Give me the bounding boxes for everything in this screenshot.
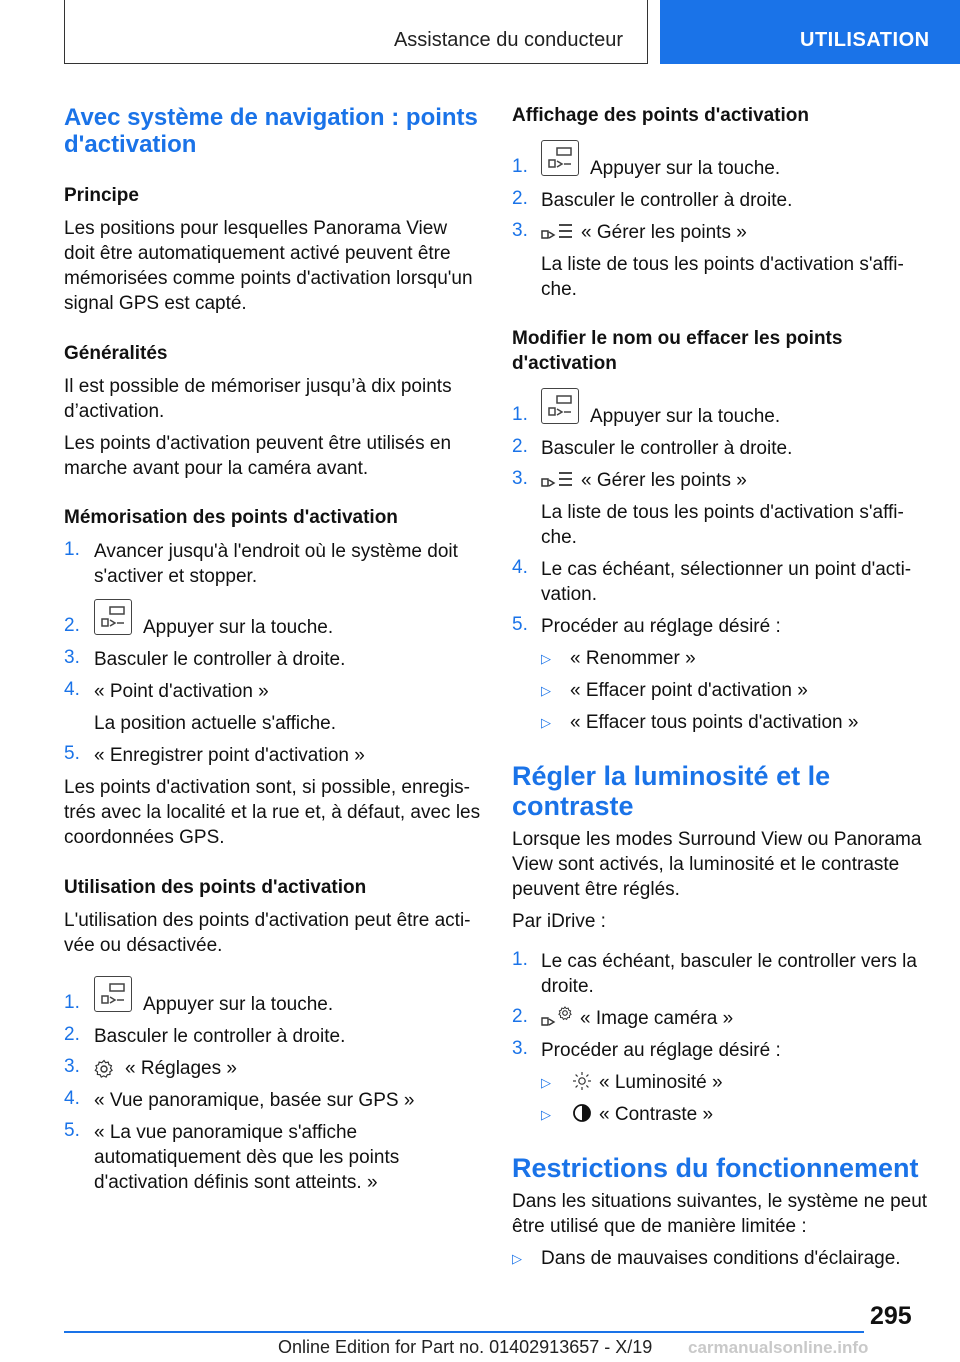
mod-step3-number: 3. [512, 468, 528, 489]
camera-button-icon [94, 599, 132, 635]
principe-line3: mémorisées comme points d'activation lorsqu'un [64, 268, 473, 289]
memo-step4-number: 4. [64, 679, 80, 700]
lum-p-line1: Lorsque les modes Surround View ou Panorama [512, 829, 922, 850]
memo-step5-text: « Enregistrer point d'activation » [94, 745, 365, 766]
mod-step3-sub-line1: La liste de tous les points d'activation s'affi‐ [541, 502, 904, 523]
util-step5-number: 5. [64, 1120, 80, 1141]
memo-step2-text: Appuyer sur la touche. [143, 617, 334, 638]
page-number: 295 [870, 1302, 912, 1330]
util-step5-line1: « La vue panoramique s'affiche [94, 1122, 358, 1143]
mod-step5-number: 5. [512, 614, 528, 635]
memo-step2-number: 2. [64, 615, 80, 636]
memo-step5-number: 5. [64, 743, 80, 764]
camera-button-icon [94, 976, 132, 1012]
mod-step3-text: « Gérer les points » [581, 470, 747, 491]
principe-heading: Principe [64, 185, 139, 206]
edition-text: Online Edition for Part no. 01402913657 - X/19 [278, 1337, 653, 1357]
lum-p-line2: View sont activés, la luminosité et le contraste [512, 854, 900, 875]
util-step2-number: 2. [64, 1024, 80, 1045]
memo-heading: Mémorisation des points d'activation [64, 507, 398, 528]
memo-step1-number: 1. [64, 539, 80, 560]
aff-heading: Affichage des points d'activation [512, 105, 809, 126]
manage-points-icon [541, 222, 573, 242]
util-step2-text: Basculer le controller à droite. [94, 1026, 346, 1047]
mod-step2-number: 2. [512, 436, 528, 457]
gear-icon [94, 1059, 114, 1079]
mod-heading-line2: d'activation [512, 353, 617, 374]
lum-step2-text: « Image caméra » [580, 1008, 734, 1029]
generalites-heading: Généralités [64, 343, 168, 364]
generalites-p2-line2: marche avant pour la caméra avant. [64, 458, 369, 479]
mod-bullet-delete-all: « Effacer tous points d'activation » [570, 712, 859, 733]
mod-step3-sub-line2: che. [541, 527, 577, 548]
memo-step4-sub: La position actuelle s'affiche. [94, 713, 336, 734]
contrast-icon [572, 1103, 592, 1123]
memo-step4-text: « Point d'activation » [94, 681, 269, 702]
bullet-icon: ▷ [541, 683, 551, 698]
aff-step2-text: Basculer le controller à droite. [541, 190, 793, 211]
generalites-p2-line1: Les points d'activation peuvent être utilisés en [64, 433, 452, 454]
mod-step1-number: 1. [512, 404, 528, 425]
mod-step2-text: Basculer le controller à droite. [541, 438, 793, 459]
lum-step3-number: 3. [512, 1038, 528, 1059]
bullet-icon: ▷ [541, 651, 551, 666]
aff-step1-text: Appuyer sur la touche. [590, 158, 781, 179]
restr-p-line2: être utilisé que de manière limitée : [512, 1216, 807, 1237]
memo-step3-number: 3. [64, 647, 80, 668]
generalites-p1-line1: Il est possible de mémoriser jusqu’à dix points [64, 376, 452, 397]
restr-p-line1: Dans les situations suivantes, le système ne peut [512, 1191, 928, 1212]
lum-step1-number: 1. [512, 949, 528, 970]
aff-step3-sub-line2: che. [541, 279, 577, 300]
principe-line2: doit être automatiquement activé peuvent être [64, 243, 451, 264]
lum-p-line3: peuvent être réglés. [512, 879, 680, 900]
nav-points-title-line1: Avec système de navigation : points [64, 104, 478, 131]
lum-title-line1: Régler la luminosité et le [512, 761, 831, 791]
brightness-icon [572, 1071, 592, 1091]
util-step1-text: Appuyer sur la touche. [143, 994, 334, 1015]
mod-step4-line1: Le cas échéant, sélectionner un point d'acti‐ [541, 559, 912, 580]
bullet-icon: ▷ [541, 1107, 551, 1122]
header-section-box [64, 0, 648, 64]
memo-p-line3: coordonnées GPS. [64, 827, 225, 848]
util-step4-text: « Vue panoramique, basée sur GPS » [94, 1090, 415, 1111]
lum-step2-number: 2. [512, 1006, 528, 1027]
memo-step1-line1: Avancer jusqu'à l'endroit où le système doit [94, 541, 458, 562]
util-step1-number: 1. [64, 992, 80, 1013]
util-step3-number: 3. [64, 1056, 80, 1077]
lum-idrive: Par iDrive : [512, 911, 606, 932]
camera-button-icon [541, 140, 579, 176]
memo-p-line1: Les points d'activation sont, si possible, enregis‐ [64, 777, 471, 798]
bullet-icon: ▷ [512, 1251, 522, 1266]
principe-line4: signal GPS est capté. [64, 293, 247, 314]
util-step5-line2: automatiquement dès que les points [94, 1147, 400, 1168]
aff-step2-number: 2. [512, 188, 528, 209]
mod-step4-line2: vation. [541, 584, 597, 605]
aff-step3-number: 3. [512, 220, 528, 241]
manage-points-icon [541, 470, 573, 490]
lum-step1-line1: Le cas échéant, basculer le controller vers la [541, 951, 917, 972]
bullet-icon: ▷ [541, 715, 551, 730]
util-step5-line3: d'activation définis sont atteints. » [94, 1172, 378, 1193]
header-section-title: Assistance du conducteur [393, 29, 623, 51]
camera-settings-icon [541, 1006, 573, 1028]
mod-step5-text: Procéder au réglage désiré : [541, 616, 781, 637]
lum-step1-line2: droite. [541, 976, 594, 997]
header-chapter-tab: UTILISATION [660, 0, 960, 64]
nav-points-title-line2: d'activation [64, 131, 197, 158]
mod-bullet-delete-one: « Effacer point d'activation » [570, 680, 808, 701]
util-heading: Utilisation des points d'activation [64, 877, 367, 898]
generalites-p1-line2: d’activation. [64, 401, 165, 422]
lum-step3-text: Procéder au réglage désiré : [541, 1040, 781, 1061]
mod-step4-number: 4. [512, 557, 528, 578]
footer-divider [64, 1331, 864, 1333]
lum-title-line2: contraste [512, 791, 634, 821]
lum-bullet-brightness: « Luminosité » [599, 1072, 723, 1093]
camera-button-icon [541, 388, 579, 424]
memo-p-line2: trés avec la localité et la rue et, à défaut, avec les [64, 802, 481, 823]
lum-bullet-contrast: « Contraste » [599, 1104, 714, 1125]
aff-step3-text: « Gérer les points » [581, 222, 747, 243]
restr-bullet-lighting: Dans de mauvaises conditions d'éclairage. [541, 1248, 901, 1269]
restr-title: Restrictions du fonctionnement [512, 1153, 919, 1183]
watermark: carmanualsonline.info [688, 1338, 869, 1357]
memo-step1-line2: s'activer et stopper. [94, 566, 258, 587]
util-p-line2: vée ou désactivée. [64, 935, 223, 956]
util-p-line1: L'utilisation des points d'activation peut être acti‐ [64, 910, 471, 931]
memo-step3-text: Basculer le controller à droite. [94, 649, 346, 670]
util-step3-text: « Réglages » [125, 1058, 237, 1079]
aff-step3-sub-line1: La liste de tous les points d'activation s'affi‐ [541, 254, 904, 275]
mod-heading-line1: Modifier le nom ou effacer les points [512, 328, 843, 349]
aff-step1-number: 1. [512, 156, 528, 177]
bullet-icon: ▷ [541, 1075, 551, 1090]
mod-step1-text: Appuyer sur la touche. [590, 406, 781, 427]
mod-bullet-rename: « Renommer » [570, 648, 696, 669]
principe-line1: Les positions pour lesquelles Panorama View [64, 218, 448, 239]
util-step4-number: 4. [64, 1088, 80, 1109]
